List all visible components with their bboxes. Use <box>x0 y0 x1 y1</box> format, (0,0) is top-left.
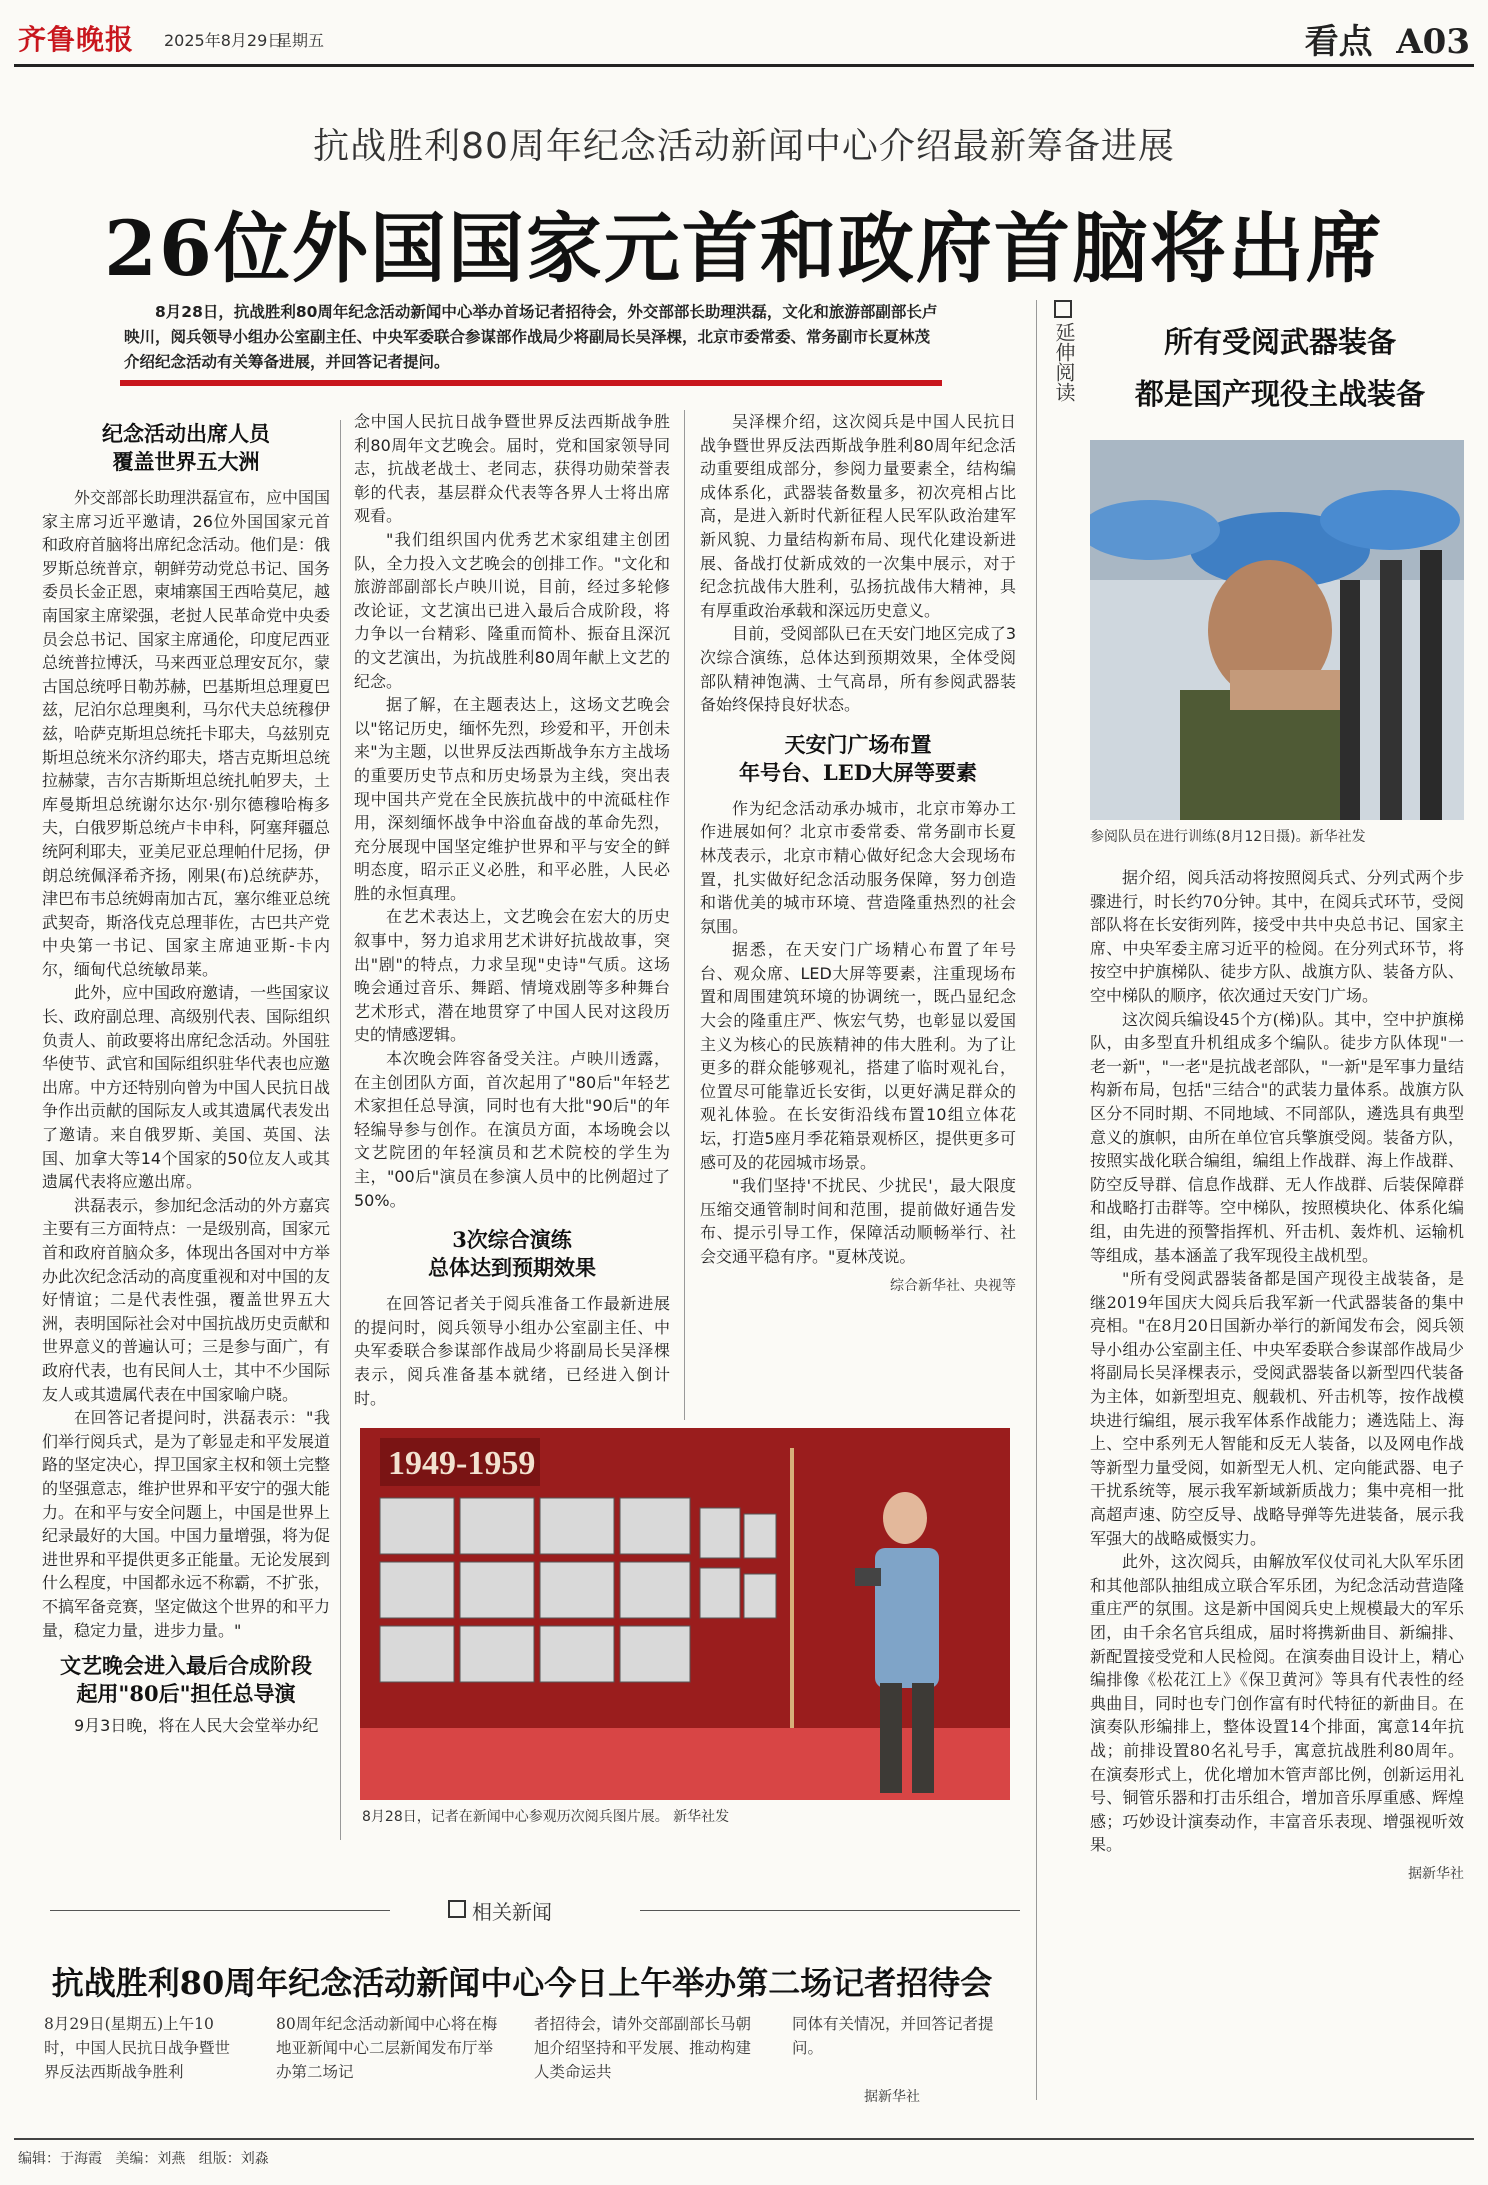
exhibition-photo <box>360 1428 1010 1800</box>
paragraph: 据了解，在主题表达上，这场文艺晚会以"铭记历史，缅怀先烈，珍爱和平，开创未来"为主题，以世界反法西斯战争东方主战场的重要历史节点和历史场景为主线，突出表现中国共产党在全民族抗战中的中流砥柱作用，深刻缅怀战争中浴血奋战的革命先烈，充分展现中国坚定维护世界和平与安全的鲜明态度，昭示正义必胜，和平必胜，人民必胜的永恒真理。 <box>354 695 670 903</box>
related-rule-right <box>640 1910 1020 1911</box>
newspaper-logo: 齐鲁晚报 <box>18 23 135 56</box>
paragraph: "我们组织国内优秀艺术家组建主创团队，全力投入文艺晚会的创排工作。"文化和旅游部副部长卢映川说，目前，经过多轮修改论证，文艺演出已进入最后合成阶段，将力争以一台精彩、隆重而简朴、振奋且深沉的文艺演出，为抗战胜利80周年献上文艺的纪念。 <box>354 529 670 691</box>
article-headline: 26位外国国家元首和政府首脑将出席 <box>104 204 1384 293</box>
article-lead: 8月28日，抗战胜利80周年纪念活动新闻中心举办首场记者招待会，外交部部长助理洪磊，文化和旅游部副部长卢映川，阅兵领导小组办公室副主任、中央军委联合参谋部作战局少将副局长吴泽棵，北京市委常委、常务副市长夏林茂介绍纪念活动有关筹备进展，并回答记者提问。 <box>124 303 938 371</box>
extended-reading-label: 延伸阅读 <box>1052 322 1076 402</box>
subhead-col2: 3次综合演练 总体达到预期效果 <box>428 1227 596 1281</box>
column-3 <box>700 410 1016 1298</box>
related-title: 抗战胜利80周年纪念活动新闻中心今日上午举办第二场记者招待会 <box>51 1964 993 2002</box>
paragraph: 在回答记者提问时，洪磊表示："我们举行阅兵式，是为了彰显走和平发展道路的坚定决心，捍卫国家主权和领土完整的坚强意志，维护世界和平安宁的强大能力。在和平与安全问题上，中国是世界上纪录最好的大国。中国力量增强，将为促进世界和平提供更多正能量。无论发展到什么程度，中国都永远不称霸，不扩张，不搞军备竞赛，坚定做这个世界的和平力量，稳定力量，进步力量。" <box>42 1408 331 1640</box>
paragraph: 此外，这次阅兵，由解放军仪仗司礼大队军乐团和其他部队抽组成立联合军乐团，为纪念活动营造隆重庄严的氛围。这是新中国阅兵史上规模最大的军乐团，由千余名官兵组成，届时将携新曲目、新编排、新配置接受党和人民检阅。在演奏曲目设计上，精心编排像《松花江上》《保卫黄河》等具有代表性的经典曲目，同时也专门创作富有时代特征的新曲目。在演奏队形编排上，整体设置14个排面，寓意14年抗战；前排设置80名礼号手，寓意抗战胜利80周年。在演奏形式上，优化增加木管声部比例，创新运用礼号、铜管乐器和打击乐组合，增加音乐厚重感、辉煌感；巧妙设计演奏动作，丰富音乐表现、增强视听效果。 <box>1090 1552 1464 1855</box>
sidebar-body <box>1090 866 1464 1887</box>
photo-banner <box>384 1448 534 1488</box>
sidebar-headline: 所有受阅武器装备 都是国产现役主战装备 <box>1134 325 1425 411</box>
related-label: 相关新闻 <box>472 1900 552 1924</box>
paragraph: 外交部部长助理洪磊宣布，应中国国家主席习近平邀请，26位外国国家元首和政府首脑将出席纪念活动。他们是：俄罗斯总统普京，朝鲜劳动党总书记、国务委员长金正恩，柬埔寨国王西哈莫尼，越南国家主席梁强，老挝人民革命党中央委员会总书记、国家主席通伦，印度尼西亚总统普拉博沃，马来西亚总理安瓦尔，蒙古国总统呼日勒苏赫，巴基斯坦总理夏巴兹，尼泊尔总理奥利，马尔代夫总统穆伊兹，哈萨克斯坦总统托卡耶夫，乌兹别克斯坦总统米尔济约耶夫，塔吉克斯坦总统拉赫蒙，吉尔吉斯斯坦总统扎帕罗夫，土库曼斯坦总统谢尔达尔·别尔德穆哈梅多夫，白俄罗斯总统卢卡申科，阿塞拜疆总统阿利耶夫，亚美尼亚总理帕什尼扬，伊朗总统佩泽希齐扬，刚果(布)总统萨苏，津巴布韦总统姆南加古瓦，塞尔维亚总统武契奇，斯洛伐克总理菲佐，古巴共产党中央第一书记、国家主席迪亚斯-卡内尔，缅甸代总统敏昂莱。 <box>42 488 331 979</box>
svg-text:1949-1959: 1949-1959 <box>388 1445 536 1482</box>
extended-reading-box <box>1054 300 1072 318</box>
paragraph: "我们坚持'不扰民、少扰民'，最大限度压缩交通管制时间和范围，提前做好通告发布、提示引导工作，保障活动顺畅举行、社会交通平稳有序。"夏林茂说。 <box>700 1176 1016 1266</box>
column-divider <box>340 420 341 1840</box>
byline-credit: 综合新华社、央视等 <box>890 1277 1016 1294</box>
paragraph: 此外，应中国政府邀请，一些国家议长、政府副总理、高级别代表、国际组织负责人、前政要将出席纪念活动。外国驻华使节、武官和国际组织驻华代表也应邀出席。中方还特别向曾为中国人民抗日战争作出贡献的国际友人或其遗属代表发出了邀请。来自俄罗斯、美国、英国、法国、加拿大等14个国家的50位友人或其遗属代表将应邀出席。 <box>42 983 331 1192</box>
column-1 <box>42 420 330 1738</box>
training-photo <box>1090 440 1464 820</box>
training-photo-art <box>1090 440 1464 820</box>
paragraph: 念中国人民抗日战争暨世界反法西斯战争胜利80周年文艺晚会。届时，党和国家领导同志，抗战老战士、老同志，获得功勋荣誉表彰的代表，基层群众代表等各界人士将出席观看。 <box>354 412 670 526</box>
paragraph: 9月3日晚，将在人民大会堂举办纪 <box>74 1716 319 1736</box>
issue-weekday: 星期五 <box>276 31 325 50</box>
main-photo-caption: 8月28日，记者在新闻中心参观历次阅兵图片展。 新华社发 <box>362 1809 730 1825</box>
related-rule-left <box>50 1910 390 1911</box>
issue-date: 2025年8月29日 <box>164 31 284 50</box>
related-credit: 据新华社 <box>864 2089 920 2105</box>
page-section: 看点 A03 <box>1304 22 1470 62</box>
column-divider <box>684 410 685 1420</box>
related-col-2: 80周年纪念活动新闻中心将在梅地亚新闻中心二层新闻发布厅举办第二场记 <box>276 2015 498 2081</box>
footer-editors: 编辑：于海霞 美编：刘燕 组版：刘淼 <box>18 2151 269 2167</box>
footer-rule <box>14 2138 1474 2140</box>
related-col-4: 同体有关情况，并回答记者提问。 <box>792 2015 994 2057</box>
article-kicker: 抗战胜利80周年纪念活动新闻中心介绍最新筹备进展 <box>313 126 1175 167</box>
sidebar-divider <box>1036 300 1037 2100</box>
masthead <box>14 14 1474 62</box>
paragraph: "所有受阅武器装备都是国产现役主战装备，是继2019年国庆大阅兵后我军新一代武器装备的集中亮相。"在8月20日国新办举行的新闻发布会，阅兵领导小组办公室副主任、中央军委联合参谋部作战局少将副局长吴泽棵表示，受阅武器装备以新型四代装备为主体，如新型坦克、舰载机、歼击机等，按作战模块进行编组，展示我军体系作战能力；遴选陆上、海上、空中系列无人智能和反无人装备，以及网电作战等新型力量受阅，如新型无人机、定向能武器、电子干扰系统等，展示我军新域新质战力；集中亮相一批高超声速、防空反导、战略导弹等先进装备，展示我军强大的战略威慑实力。 <box>1090 1269 1464 1548</box>
paragraph: 据悉，在天安门广场精心布置了年号台、观众席、LED大屏等要素，注重现场布置和周围建筑环境的协调统一，既凸显纪念大会的隆重庄严、恢宏气势，也彰显以爱国主义为核心的民族精神的伟大胜利。为了让更多的群众能够观礼，搭建了临时观礼台，位置尽可能靠近长安街，以更好满足群众的观礼体验。在长安街沿线布置10组立体花坛，打造5座月季花箱景观桥区，提供更多可感可及的花园城市场景。 <box>700 940 1016 1172</box>
related-col-1: 8月29日(星期五)上午10时，中国人民抗日战争暨世界反法西斯战争胜利 <box>44 2015 231 2081</box>
paragraph: 在艺术表达上，文艺晚会在宏大的历史叙事中，努力追求用艺术讲好抗战故事，突出"剧"的特点，力求呈现"史诗"气质。这场晚会通过音乐、舞蹈、情境戏剧等多种舞台艺术形式，潜在地贯穿了中国人民对这段历史的情感逻辑。 <box>354 907 670 1045</box>
paragraph: 目前，受阅部队已在天安门地区完成了3次综合演练，总体达到预期效果，全体受阅部队精神饱满、士气高昂，所有参阅武器装备始终保持良好状态。 <box>700 624 1016 715</box>
paragraph: 本次晚会阵容备受关注。卢映川透露，在主创团队方面，首次起用了"80后"年轻艺术家担任总导演，同时也有大批"90后"的年轻编导参与创作。在演员方面，本场晚会以文艺院团的年轻演员和艺术院校的学生为主，"00后"演员在参演人员中的比例超过了50%。 <box>354 1049 670 1210</box>
masthead-rule <box>14 64 1474 67</box>
subhead-col3: 天安门广场布置 年号台、LED大屏等要素 <box>739 731 977 785</box>
paragraph: 据介绍，阅兵活动将按照阅兵式、分列式两个步骤进行，时长约70分钟。其中，在阅兵式环节，受阅部队将在长安街列阵，接受中共中央总书记、国家主席、中央军委主席习近平的检阅。在分列式环节，将按空中护旗梯队、徒步方队、战旗方队、装备方队、空中梯队的顺序，依次通过天安门广场。 <box>1090 868 1464 1005</box>
paragraph: 吴泽棵介绍，这次阅兵是中国人民抗日战争暨世界反法西斯战争胜利80周年纪念活动重要组成部分，参阅力量要素全，结构编成体系化，武器装备数量多，初次亮相占比高，是进入新时代新征程人民军队政治建军新风貌、力量结构新布局、现代化建设新进展、备战打仗新成效的一次集中展示，对于纪念抗战伟大胜利，弘扬抗战伟大精神，具有厚重政治承载和深远历史意义。 <box>700 412 1016 620</box>
paragraph: 洪磊表示，参加纪念活动的外方嘉宾主要有三方面特点：一是级别高，国家元首和政府首脑众多，体现出各国对中方举办此次纪念活动的高度重视和对中国的友好情谊；二是代表性强，覆盖世界五大洲，表明国际社会对中国抗战历史贡献和世界意义的普遍认可；三是参与面广，有政府代表，也有民间人士，其中不少国际友人或其遗属代表在中国家喻户晓。 <box>42 1195 331 1404</box>
related-col-3: 者招待会，请外交部副部长马朝旭介绍坚持和平发展、推动构建人类命运共 <box>534 2015 752 2081</box>
lead-red-bar <box>120 380 942 386</box>
related-box-icon <box>448 1900 466 1918</box>
column-2 <box>354 410 670 1410</box>
sidebar-credit: 据新华社 <box>1408 1865 1464 1882</box>
subhead-col1: 纪念活动出席人员 覆盖世界五大洲 <box>102 421 270 474</box>
subhead-col1-b: 文艺晚会进入最后合成阶段 起用"80后"担任总导演 <box>60 1653 312 1707</box>
sidebar-photo-caption: 参阅队员在进行训练(8月12日摄)。新华社发 <box>1090 829 1366 845</box>
paragraph: 作为纪念活动承办城市，北京市筹办工作进展如何？北京市委常委、常务副市长夏林茂表示，北京市精心做好纪念大会现场布置，扎实做好纪念活动服务保障，努力创造和谐优美的城市环境、营造隆重热烈的社会氛围。 <box>700 798 1016 936</box>
paragraph: 在回答记者关于阅兵准备工作最新进展的提问时，阅兵领导小组办公室副主任、中央军委联合参谋部作战局少将副局长吴泽棵表示，阅兵准备基本就绪，已经进入倒计时。 <box>354 1294 670 1408</box>
paragraph: 这次阅兵编设45个方(梯)队。其中，空中护旗梯队，由多型直升机组成多个编队。徒步方队体现"一老一新"，"一老"是抗战老部队，"一新"是军事力量结构新布局，包括"三结合"的武装力量体系。战旗方队区分不同时期、不同地域、不同部队，遴选具有典型意义的旗帜，由所在单位官兵擎旗受阅。装备方队，按照实战化联合编组，编组上作战群、海上作战群、防空反导群、信息作战群、无人作战群、后装保障群和战略打击群等。空中梯队，按照模块化、体系化编组，由先进的预警指挥机、歼击机、轰炸机、运输机等组成，基本涵盖了我军现役主战机型。 <box>1090 1009 1464 1265</box>
